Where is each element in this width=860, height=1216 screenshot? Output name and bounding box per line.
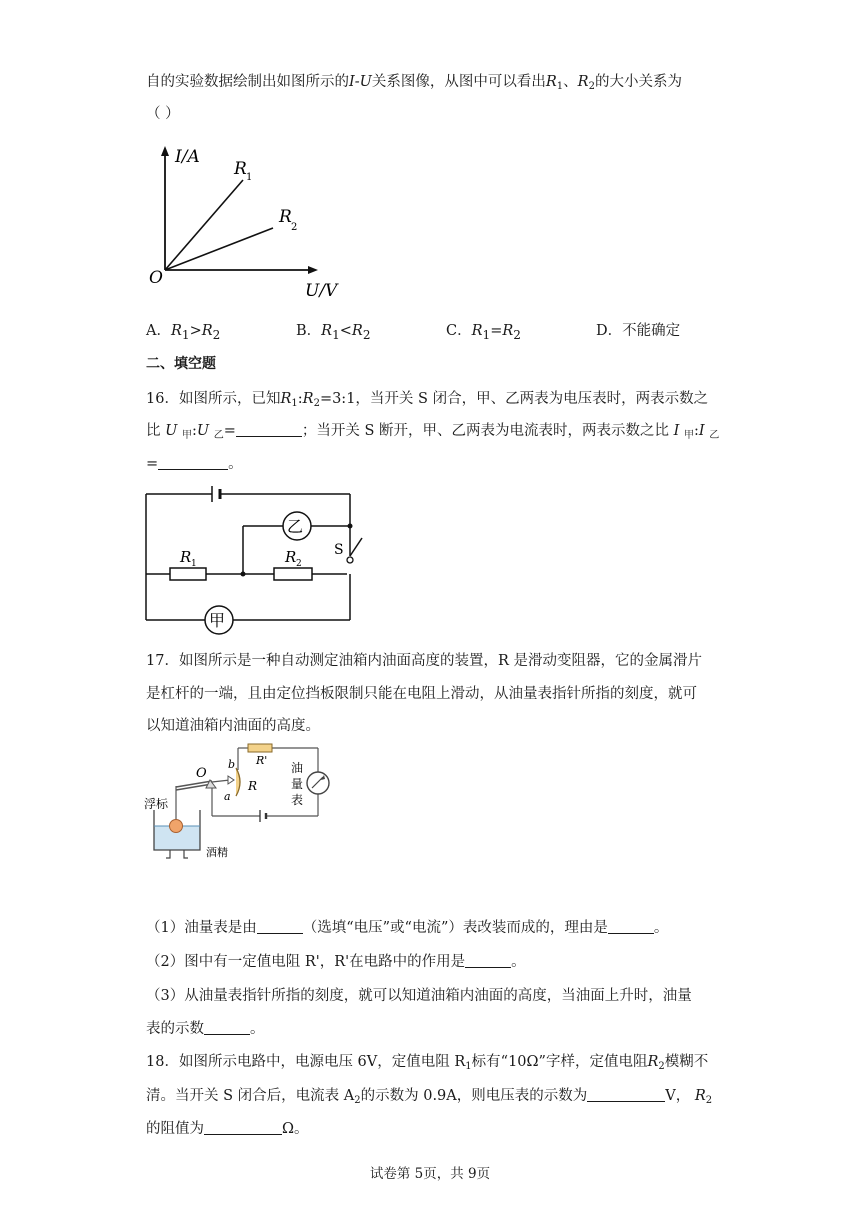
q18-r2: R [647,1054,659,1070]
q17-sub-2 [146,952,526,972]
pivot-label: O [196,766,207,781]
oil-meter-label-1: 油 [291,761,304,775]
q16-eq: = [146,456,159,472]
q16-u1-sub: 甲 [181,430,192,441]
option-letter: B． [296,323,322,339]
q16-colon: : [693,423,699,439]
x-axis-arrow-icon [308,266,318,274]
q15-r1-sub: 1 [556,81,564,92]
option-letter: C． [446,323,472,339]
q17-sub-3 [146,986,692,1006]
r1-label: R [234,159,247,179]
q16-r1-sub: 1 [291,398,298,409]
junction-dot [241,572,246,577]
q17-answer-blank-1[interactable] [257,919,303,934]
q15-r1: R [545,74,557,90]
origin-label: O [149,268,163,288]
q18-line-2 [146,1086,712,1111]
q16-r2-sub: 2 [313,398,320,409]
option-text: 不能确定 [622,323,681,339]
q16-u1: U [165,423,178,439]
float-label: 浮标 [144,797,169,811]
q16-i1-sub: 甲 [683,430,694,441]
q18-text: 模糊不 [664,1054,709,1070]
option-r1: R [321,323,333,339]
r1-label-sub: 1 [191,559,197,569]
q15-sep: 、 [563,74,578,90]
q17-text: 表的示数 [146,1021,204,1037]
resistor-r2 [274,568,312,580]
line-r1 [165,180,243,270]
page-footer [0,1162,860,1182]
q16-u2-sub: 乙 [213,430,224,441]
q17-line-1 [146,651,702,671]
q18-r2-sub: 2 [705,1095,713,1106]
q16-u2: U [196,423,210,439]
q15-paren [146,104,180,124]
q15-option-d [596,321,680,341]
oil-meter-label-3: 表 [291,793,304,807]
q15-paren-text: （ ） [146,106,180,122]
section-title: 二、填空题 [146,356,216,372]
q17-line-3 [146,716,320,736]
option-r2-sub: 2 [362,327,371,342]
oil-meter-label-2: 量 [291,777,304,791]
end-a-label: a [224,790,231,803]
q16-i1: I [673,423,680,439]
switch-contact [347,557,353,563]
option-r2: R [351,323,363,339]
option-r1-sub: 1 [181,327,190,342]
option-letter: D． [596,323,623,339]
end-b-label: b [228,758,236,771]
option-r2-sub: 2 [212,327,221,342]
q18-line-1 [146,1052,708,1077]
q15-option-a [146,321,220,345]
q17-text: （1）油量表是由 [146,920,257,936]
option-letter: A． [146,323,171,339]
q18-text: Ω。 [282,1121,309,1137]
meter-yi-label: 乙 [287,517,304,536]
q18-text: 的阻值为 [146,1121,204,1137]
q16-r1: R [280,391,292,407]
q18-sub: 1 [465,1061,472,1072]
rheostat-r [236,768,240,796]
y-axis-label: I/A [175,147,200,167]
q16-text: ；当开关 S 断开，甲、乙两表为电流表时，两表示数之比 [301,423,669,439]
q18-text: 18．如图所示电路中，电源电压 6V，定值电阻 R [146,1054,466,1070]
q15-stem-b: 关系图像，从图中可以看出 [371,74,546,90]
slider-tip-icon [228,776,234,784]
option-r2: R [201,323,213,339]
resistor-rprime [248,744,272,752]
q16-text: =3:1，当开关 S 闭合，甲、乙两表为电压表时，两表示数之 [319,391,709,407]
q17-text: （选填“电压”或“电流”）表改装而成的，理由是 [302,920,608,936]
q17-text: （2）图中有一定值电阻 R'，R'在电路中的作用是 [146,954,466,970]
q17-sub-1 [146,918,668,938]
q18-line-3 [146,1119,309,1139]
q18-text: V， [665,1088,691,1104]
q17-text: 17．如图所示是一种自动测定油箱内油面高度的装置，R 是滑动变阻器，它的金属滑片 [146,653,702,669]
q17-oil-gauge-diagram [140,742,340,864]
q16-line-3 [146,454,243,474]
q17-text: 。 [511,954,526,970]
r2-label: R [285,548,297,566]
q17-answer-blank-2[interactable] [608,919,654,934]
q17-text: 以知道油箱内油面的高度。 [146,718,320,734]
q15-r2: R [577,74,589,90]
q17-line-2 [146,684,697,704]
option-op: = [490,323,503,339]
q16-text: 16．如图所示，已知 [146,391,281,407]
float-ball-icon [170,820,183,833]
q16-i2-sub: 乙 [709,430,720,441]
q15-stem-a: 自的实验数据绘制出如图所示的 [146,74,349,90]
q17-answer-blank-3[interactable] [465,953,511,968]
section-header [146,354,216,374]
q15-iu-graph [140,140,338,310]
q18-text: 标有“10Ω”字样，定值电阻 [471,1054,648,1070]
q16-text: 。 [228,456,243,472]
q17-text: 。 [250,1021,265,1037]
page-number: 试卷第 5页，共 9页 [369,1166,491,1182]
r2-label-sub: 2 [296,559,302,569]
q17-text: 是杠杆的一端，且由定位挡板限制只能在电阻上滑动，从油量表指针所指的刻度，就可 [146,686,697,702]
q16-i2: I [698,423,705,439]
q15-option-c [446,321,521,345]
switch-label: S [334,542,344,558]
option-op: > [189,323,202,339]
option-r2: R [502,323,514,339]
q15-option-b [296,321,371,345]
q16-answer-blank-1[interactable] [236,422,302,437]
q18-text: 的示数为 0.9A，则电压表的示数为 [360,1088,588,1104]
alcohol-label: 酒精 [206,846,228,859]
resistor-r1 [170,568,206,580]
q15-iu: I-U [349,74,372,90]
q17-text: （3）从油量表指针所指的刻度，就可以知道油箱内油面的高度，当油面上升时，油量 [146,988,692,1004]
r2-label: R [279,207,292,227]
q15-r2-sub: 2 [588,81,595,92]
option-r1: R [471,323,483,339]
junction-dot [348,524,353,529]
q18-r2: R [694,1088,706,1104]
q16-line-1 [146,389,708,414]
meter-jia-label: 甲 [209,611,226,630]
r2-label-sub: 2 [291,222,298,233]
option-r2-sub: 2 [513,327,521,342]
q16-answer-blank-2[interactable] [158,455,228,470]
option-op: < [339,323,352,339]
q18-sub: 2 [354,1095,361,1106]
q16-text: 比 [146,423,161,439]
r1-label-sub: 1 [246,172,253,183]
r1-label: R [180,548,192,566]
q18-answer-blank-2[interactable] [204,1120,282,1135]
q18-answer-blank-1[interactable] [587,1087,665,1102]
option-r1-sub: 1 [482,327,491,342]
q16-colon: : [297,391,303,407]
option-r1-sub: 1 [332,327,340,342]
y-axis-arrow-icon [161,146,169,156]
x-axis-label: U/V [305,281,338,301]
option-r1: R [170,323,182,339]
q17-text: 。 [653,920,669,936]
rheostat-label: R [248,779,258,793]
q17-answer-blank-4[interactable] [204,1020,250,1035]
q16-r2: R [302,391,314,407]
q18-r2-sub: 2 [658,1061,665,1072]
q16-circuit-diagram [140,482,360,640]
line-r2 [165,228,273,270]
q15-stem-line [146,72,682,97]
q15-stem-c: 的大小关系为 [594,74,682,90]
rprime-label: R' [256,754,268,767]
q18-text: 清。当开关 S 闭合后，电流表 A [146,1088,355,1104]
q17-sub-3-cont [146,1019,265,1039]
q16-colon: : [191,423,197,439]
q16-eq: = [223,423,236,439]
oil-meter-icon [307,772,329,794]
q16-line-2 [146,421,719,446]
